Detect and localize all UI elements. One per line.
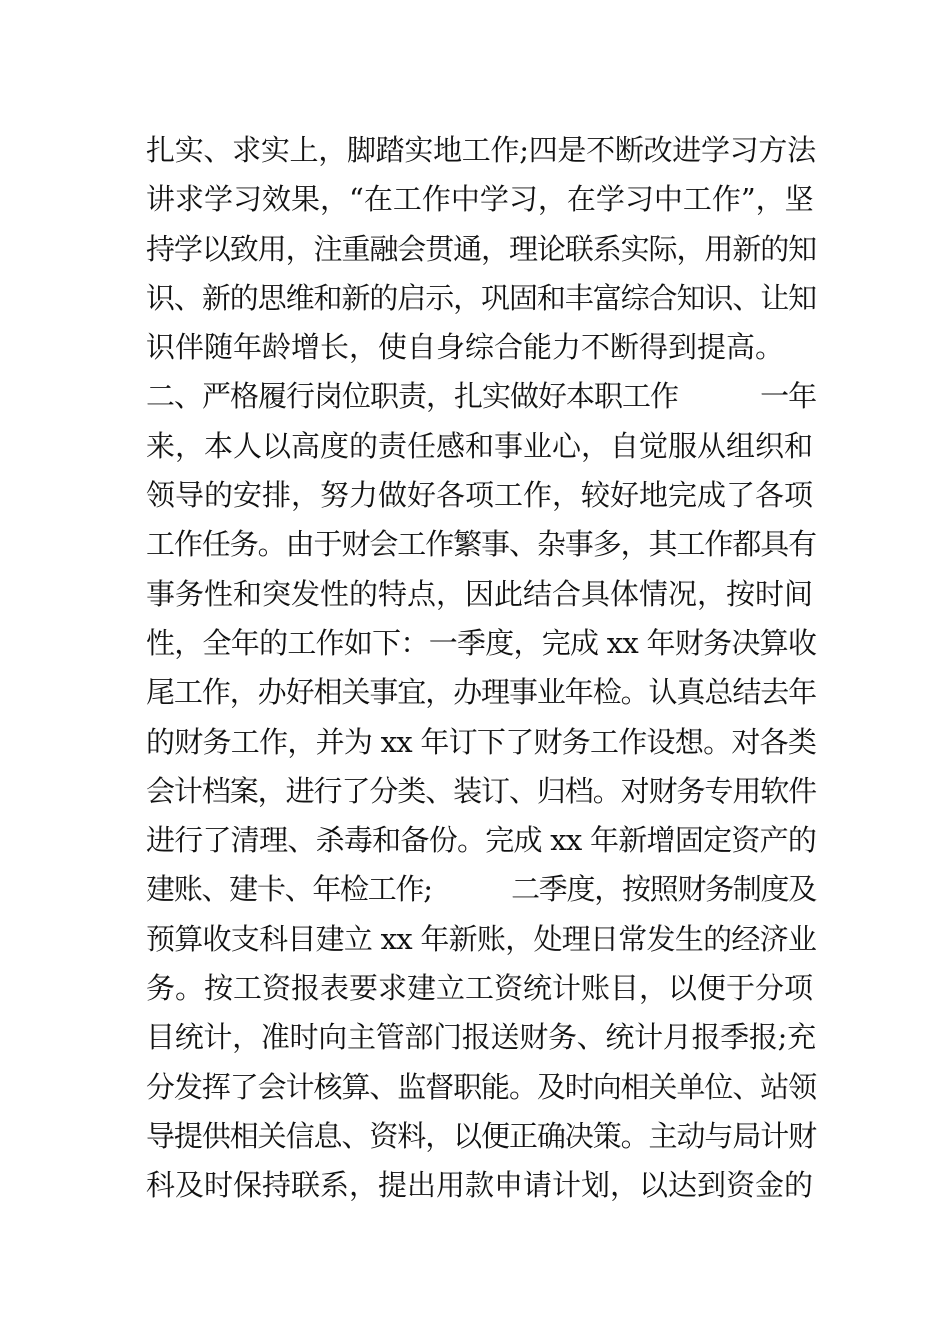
text-line: 识伴随年龄增长，使自身综合能力不断得到提高。 (146, 330, 785, 365)
text-line: 导提供相关信息、资料，以便正确决策。主动与局计财 (146, 1118, 817, 1153)
text-line: 进行了清理、杀毒和备份。完成 xx 年新增固定资产的 (146, 823, 817, 858)
body-text (146, 126, 816, 1211)
text-line: 分发挥了会计核算、监督职能。及时向相关单位、站领 (146, 1069, 817, 1104)
text-line: 务。按工资报表要求建立工资统计账目，以便于分项 (146, 971, 814, 1006)
text-line: 来，本人以高度的责任感和事业心，自觉服从组织和 (146, 428, 814, 463)
text-line: 预算收支科目建立 xx 年新账，处理日常发生的经济业 (146, 921, 817, 956)
text-line: 尾工作，办好相关事宜，办理事业年检。认真总结去年 (146, 675, 817, 710)
text-line: 科及时保持联系，提出用款申请计划，以达到资金的 (146, 1168, 814, 1203)
text-line: 识、新的思维和新的启示，巩固和丰富综合知识、让知 (146, 280, 817, 315)
text-line: 扎实、求实上，脚踏实地工作;四是不断改进学习方法 (146, 133, 816, 167)
text-line: 建账、建卡、年检工作; 二季度，按照财务制度及 (146, 872, 816, 907)
text-line: 会计档案，进行了分类、装订、归档。对财务专用软件 (146, 773, 817, 808)
section-heading-line: 二、严格履行岗位职责，扎实做好本职工作 一年 (146, 379, 817, 414)
text-line: 目统计，准时向主管部门报送财务、统计月报季报;充 (146, 1020, 816, 1055)
text-line: 事务性和突发性的特点，因此结合具体情况，按时间 (146, 576, 814, 611)
text-line: 工作任务。由于财会工作繁事、杂事多，其工作都具有 (146, 527, 817, 562)
text-line: 领导的安排，努力做好各项工作，较好地完成了各项 (146, 478, 814, 513)
text-line: 的财务工作，并为 xx 年订下了财务工作设想。对各类 (146, 724, 817, 759)
text-line: 持学以致用，注重融会贯通，理论联系实际，用新的知 (146, 231, 817, 266)
text-line: 讲求学习效果，“在工作中学习，在学习中工作”，坚 (146, 182, 814, 217)
text-line: 性，全年的工作如下：一季度，完成 xx 年财务决算收 (146, 625, 817, 660)
